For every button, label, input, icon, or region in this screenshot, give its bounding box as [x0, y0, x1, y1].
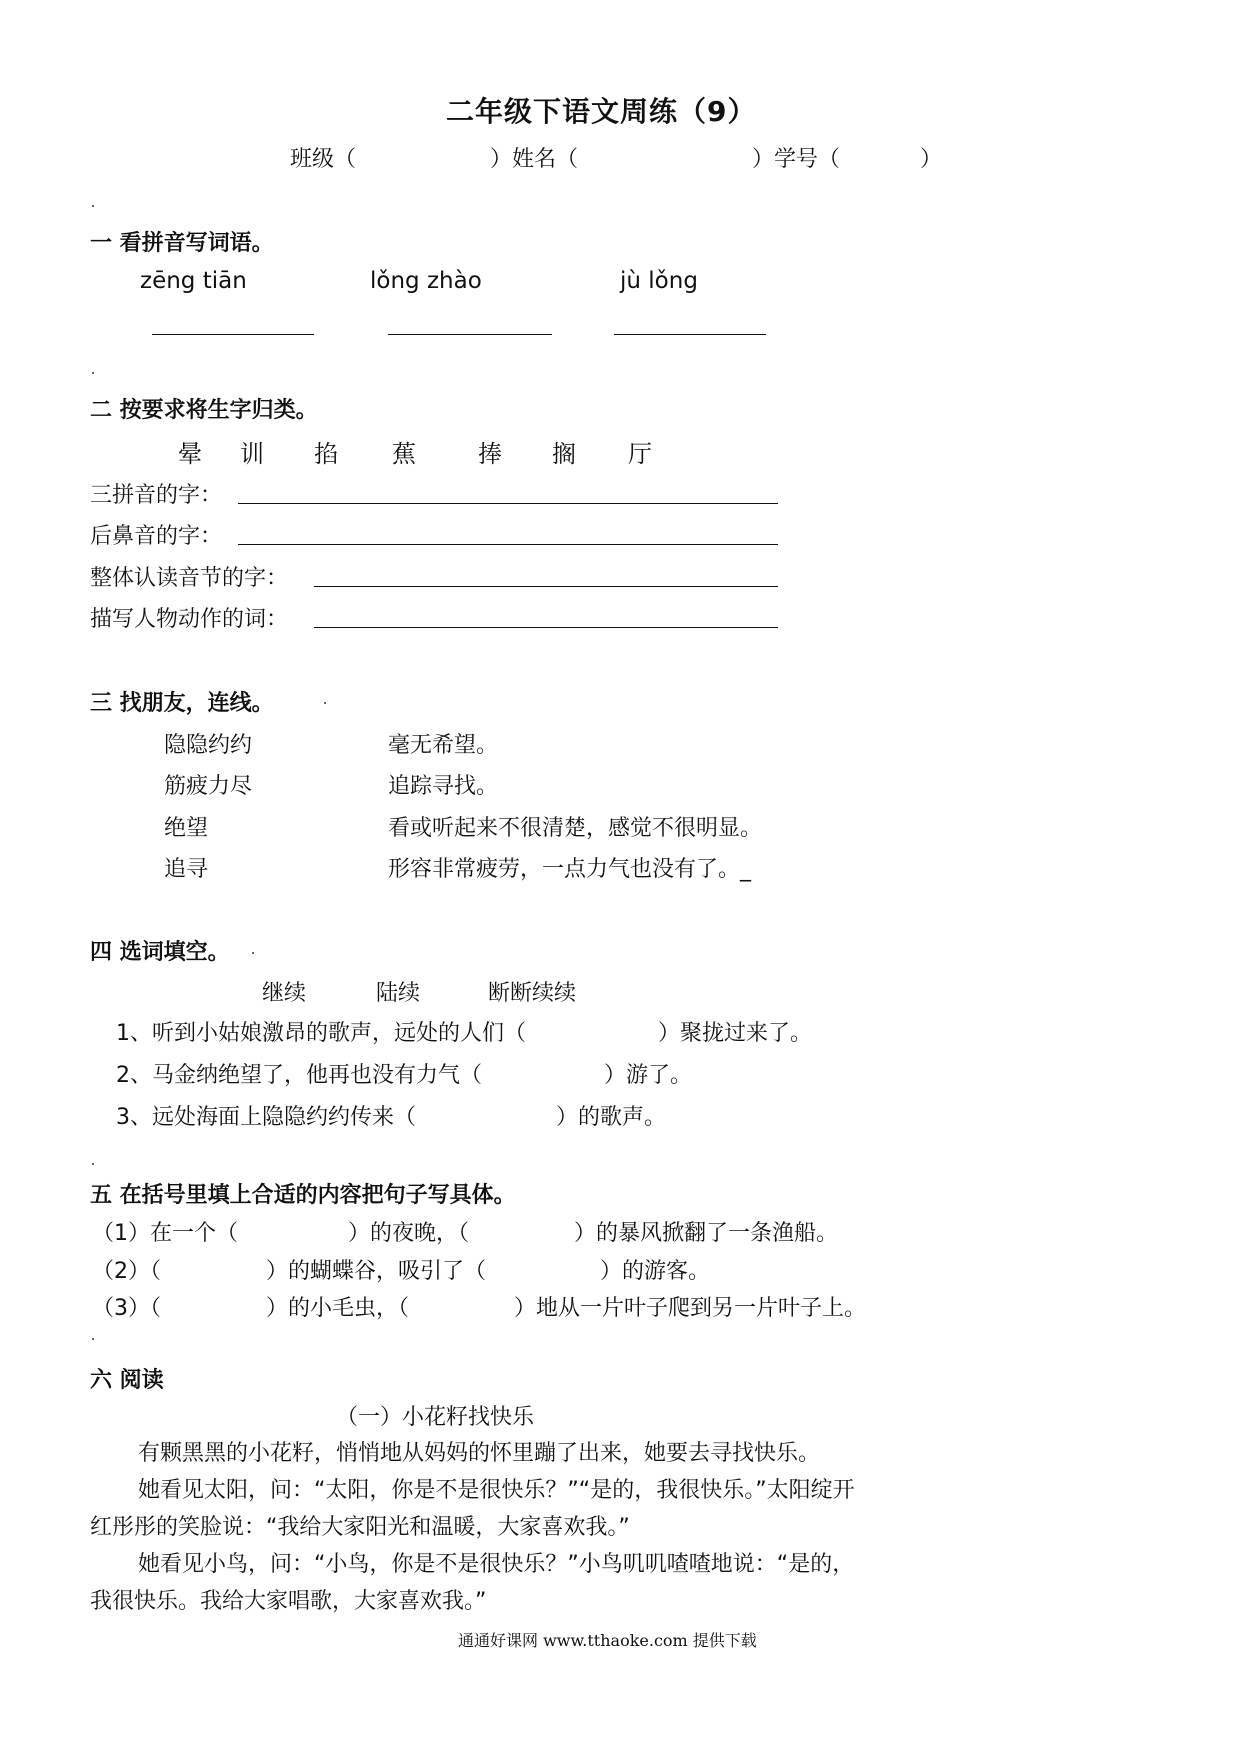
- category-line-1[interactable]: [238, 503, 778, 504]
- section-1-title: 一 看拼音写词语。: [90, 231, 274, 256]
- category-label-4: 描写人物动作的词：: [90, 607, 289, 632]
- match-right-3[interactable]: 看或听起来不很清楚，感觉不很明显。: [388, 816, 763, 841]
- scan-dot: [92, 1163, 94, 1165]
- scan-dot: [324, 702, 326, 704]
- char-2: 训: [240, 440, 264, 468]
- scan-dot: [252, 952, 254, 954]
- char-7: 厅: [628, 440, 652, 468]
- expand-item-1-a: （1）在一个（: [92, 1221, 238, 1246]
- name-label: ）姓名（: [490, 147, 579, 172]
- category-line-3[interactable]: [314, 586, 778, 587]
- section-5-title: 五 在括号里填上合适的内容把句子写具体。: [90, 1183, 516, 1208]
- expand-item-3-a: （3）（: [92, 1296, 161, 1321]
- fill-item-3-a: 3、远处海面上隐隐约约传来（: [116, 1105, 416, 1130]
- pinyin-3: jù lǒng: [620, 268, 698, 294]
- reading-line-2: 她看见太阳，问：“太阳，你是不是很快乐？”“是的，我很快乐。”太阳绽开: [138, 1478, 855, 1503]
- match-right-1[interactable]: 毫无希望。: [388, 733, 499, 758]
- match-left-4[interactable]: 追寻: [164, 857, 209, 882]
- expand-item-3-c: ）地从一片叶子爬到另一片叶子上。: [514, 1296, 867, 1321]
- match-left-3[interactable]: 绝望: [164, 816, 209, 841]
- word-option-2: 陆续: [376, 981, 421, 1006]
- scan-dot: [92, 1338, 94, 1340]
- expand-item-3-b: ）的小毛虫，（: [266, 1296, 410, 1321]
- section-6-title: 六 阅读: [90, 1368, 164, 1393]
- word-option-3: 断断续续: [488, 981, 577, 1006]
- section-3-title: 三 找朋友，连线。: [90, 691, 274, 716]
- expand-item-2-b: ）的蝴蝶谷，吸引了（: [266, 1259, 487, 1284]
- footer-text: 通通好课网 www.tthaoke.com 提供下载: [458, 1631, 757, 1650]
- pinyin-1: zēng tiān: [140, 268, 247, 294]
- answer-line-1[interactable]: [152, 334, 314, 335]
- category-label-3: 整体认读音节的字：: [90, 566, 289, 591]
- id-label: ）学号（: [752, 147, 841, 172]
- section-2-title: 二 按要求将生字归类。: [90, 398, 318, 423]
- char-1: 晕: [178, 440, 202, 468]
- category-label-1: 三拼音的字：: [90, 483, 223, 508]
- fill-item-1-b: ）聚拢过来了。: [658, 1021, 813, 1046]
- match-left-2[interactable]: 筋疲力尽: [164, 774, 253, 799]
- reading-line-1: 有颗黑黑的小花籽，悄悄地从妈妈的怀里蹦了出来，她要去寻找快乐。: [138, 1441, 821, 1466]
- expand-item-1-c: ）的暴风掀翻了一条渔船。: [574, 1221, 839, 1246]
- id-close-paren: ）: [920, 147, 943, 172]
- char-5: 捧: [478, 440, 502, 468]
- reading-subtitle: （一）小花籽找快乐: [336, 1405, 535, 1430]
- category-line-4[interactable]: [314, 627, 778, 628]
- word-option-1: 继续: [262, 981, 307, 1006]
- expand-item-1-b: ）的夜晚，（: [348, 1221, 470, 1246]
- category-label-2: 后鼻音的字：: [90, 524, 223, 549]
- answer-line-2[interactable]: [388, 334, 552, 335]
- match-right-2[interactable]: 追踪寻找。: [388, 774, 499, 799]
- section-4-title: 四 选词填空。: [90, 940, 230, 965]
- scan-dot: [92, 372, 94, 374]
- reading-line-3: 红彤彤的笑脸说：“我给大家阳光和温暖，大家喜欢我。”: [90, 1515, 630, 1540]
- expand-item-2-c: ）的游客。: [600, 1259, 711, 1284]
- match-left-1[interactable]: 隐隐约约: [164, 733, 253, 758]
- pinyin-2: lǒng zhào: [370, 268, 482, 294]
- fill-item-3-b: ）的歌声。: [556, 1105, 667, 1130]
- match-right-4[interactable]: 形容非常疲劳，一点力气也没有了。_: [388, 857, 752, 882]
- answer-line-3[interactable]: [614, 334, 766, 335]
- reading-line-5: 我很快乐。我给大家唱歌，大家喜欢我。”: [90, 1589, 487, 1614]
- scan-dot: [92, 205, 94, 207]
- category-line-2[interactable]: [238, 544, 778, 545]
- fill-item-2-a: 2、马金纳绝望了，他再也没有力气（: [116, 1063, 482, 1088]
- fill-item-2-b: ）游了。: [604, 1063, 693, 1088]
- char-4: 蕉: [392, 440, 416, 468]
- fill-item-1-a: 1、听到小姑娘激昂的歌声，远处的人们（: [116, 1021, 526, 1046]
- expand-item-2-a: （2）（: [92, 1259, 161, 1284]
- class-label: 班级（: [290, 147, 357, 172]
- char-3: 掐: [314, 440, 338, 468]
- reading-line-4: 她看见小鸟，问：“小鸟，你是不是很快乐？”小鸟叽叽喳喳地说：“是的，: [138, 1552, 855, 1577]
- char-6: 搁: [552, 440, 576, 468]
- page-title: 二年级下语文周练（9）: [446, 95, 757, 128]
